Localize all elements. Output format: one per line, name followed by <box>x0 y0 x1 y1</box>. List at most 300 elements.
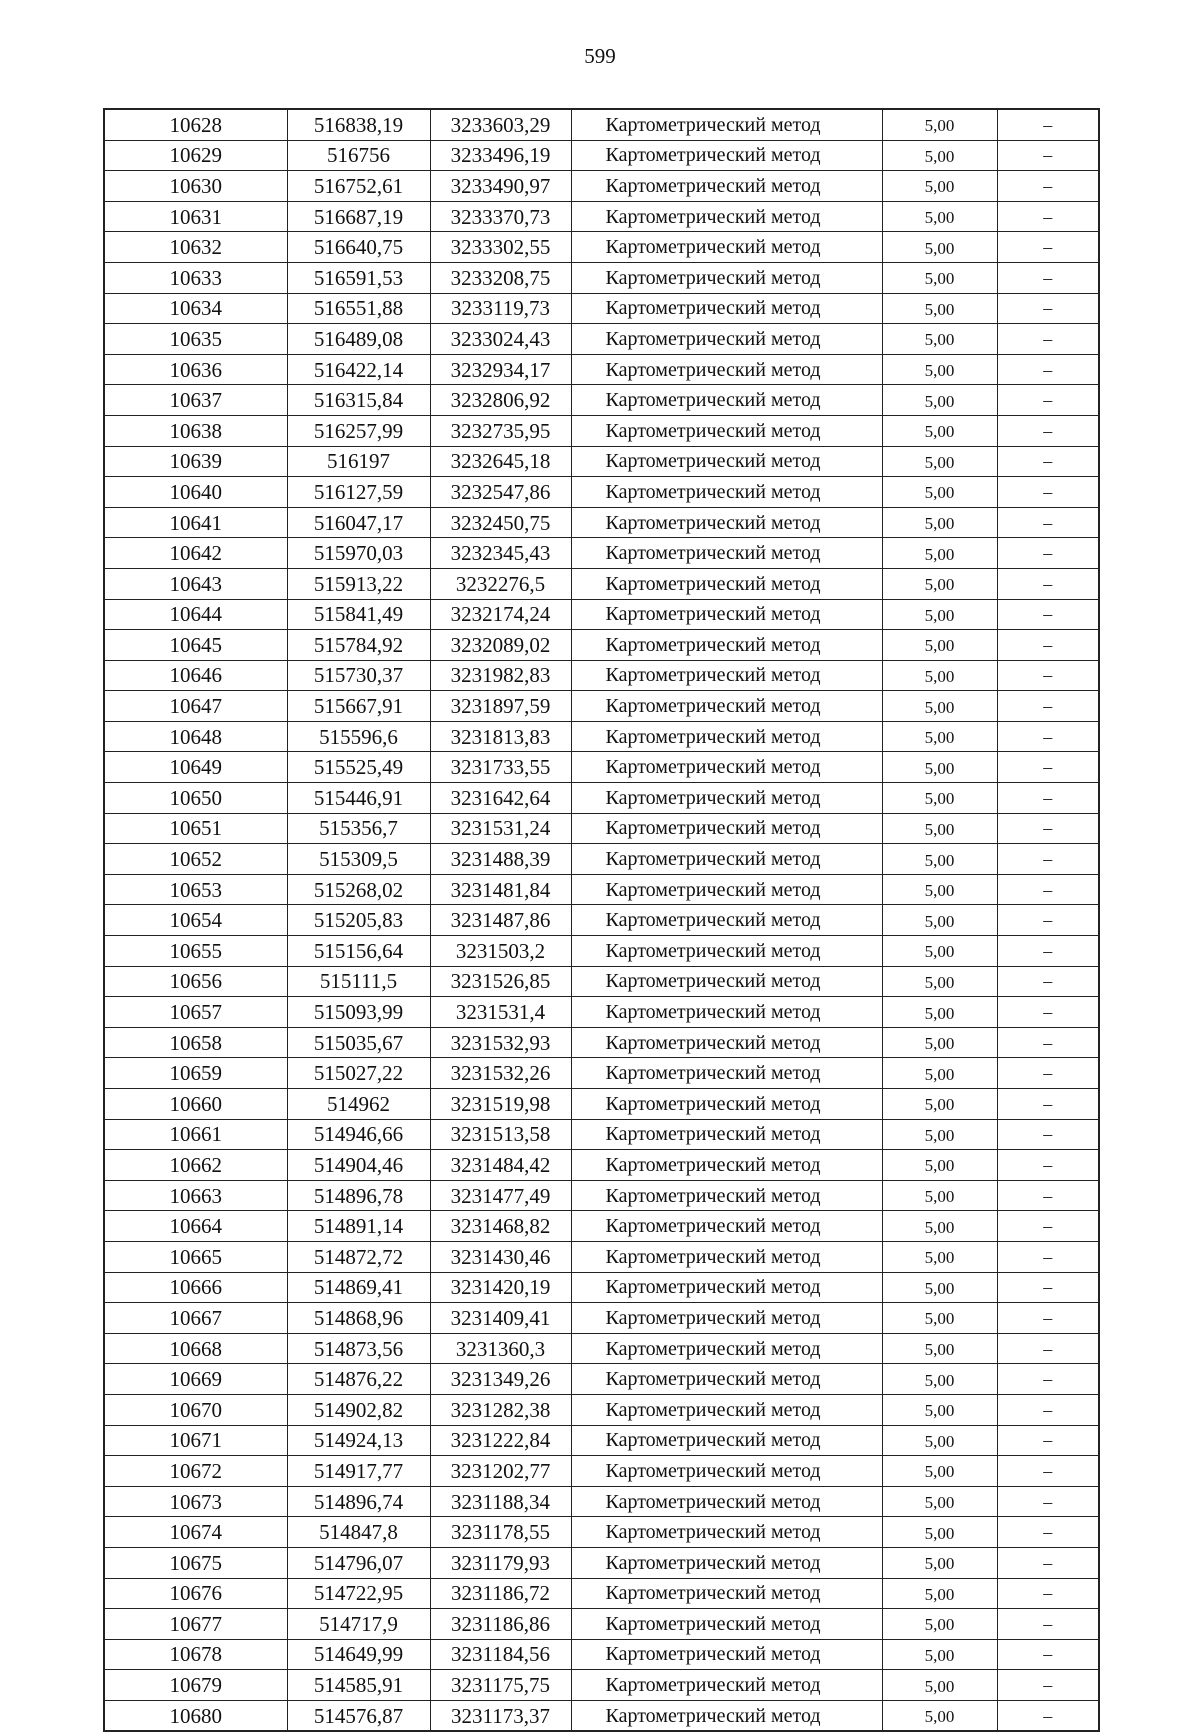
method-cell: Картометрический метод <box>571 293 882 324</box>
note-cell: – <box>997 1241 1099 1272</box>
note-cell: – <box>997 630 1099 661</box>
note-cell: – <box>997 262 1099 293</box>
x-coordinate-cell: 514873,56 <box>287 1333 430 1364</box>
point-number-cell: 10671 <box>104 1425 287 1456</box>
point-number-cell: 10631 <box>104 201 287 232</box>
table-row <box>104 1241 1099 1272</box>
method-cell: Картометрический метод <box>571 1303 882 1334</box>
x-coordinate-cell: 516687,19 <box>287 201 430 232</box>
y-coordinate-cell: 3233496,19 <box>430 140 571 171</box>
accuracy-cell: 5,00 <box>882 171 997 202</box>
table-row <box>104 721 1099 752</box>
method-cell: Картометрический метод <box>571 1027 882 1058</box>
x-coordinate-cell: 514576,87 <box>287 1700 430 1731</box>
y-coordinate-cell: 3231468,82 <box>430 1211 571 1242</box>
point-number-cell: 10644 <box>104 599 287 630</box>
point-number-cell: 10664 <box>104 1211 287 1242</box>
x-coordinate-cell: 515356,7 <box>287 813 430 844</box>
x-coordinate-cell: 515841,49 <box>287 599 430 630</box>
table-row <box>104 1058 1099 1089</box>
note-cell: – <box>997 1211 1099 1242</box>
note-cell: – <box>997 1547 1099 1578</box>
method-cell: Картометрический метод <box>571 507 882 538</box>
note-cell: – <box>997 1272 1099 1303</box>
table-row <box>104 538 1099 569</box>
y-coordinate-cell: 3233490,97 <box>430 171 571 202</box>
accuracy-cell: 5,00 <box>882 1241 997 1272</box>
x-coordinate-cell: 514904,46 <box>287 1150 430 1181</box>
point-number-cell: 10667 <box>104 1303 287 1334</box>
y-coordinate-cell: 3233208,75 <box>430 262 571 293</box>
table-row <box>104 232 1099 263</box>
point-number-cell: 10674 <box>104 1517 287 1548</box>
y-coordinate-cell: 3231179,93 <box>430 1547 571 1578</box>
note-cell: – <box>997 1578 1099 1609</box>
table-row <box>104 1456 1099 1487</box>
y-coordinate-cell: 3232450,75 <box>430 507 571 538</box>
y-coordinate-cell: 3231503,2 <box>430 936 571 967</box>
table-row <box>104 1700 1099 1731</box>
y-coordinate-cell: 3231175,75 <box>430 1670 571 1701</box>
accuracy-cell: 5,00 <box>882 997 997 1028</box>
x-coordinate-cell: 514962 <box>287 1089 430 1120</box>
accuracy-cell: 5,00 <box>882 324 997 355</box>
x-coordinate-cell: 515667,91 <box>287 691 430 722</box>
point-number-cell: 10652 <box>104 844 287 875</box>
x-coordinate-cell: 514872,72 <box>287 1241 430 1272</box>
table-row <box>104 324 1099 355</box>
y-coordinate-cell: 3231477,49 <box>430 1180 571 1211</box>
point-number-cell: 10647 <box>104 691 287 722</box>
y-coordinate-cell: 3232089,02 <box>430 630 571 661</box>
accuracy-cell: 5,00 <box>882 1670 997 1701</box>
method-cell: Картометрический метод <box>571 1609 882 1640</box>
y-coordinate-cell: 3231178,55 <box>430 1517 571 1548</box>
accuracy-cell: 5,00 <box>882 660 997 691</box>
method-cell: Картометрический метод <box>571 1211 882 1242</box>
accuracy-cell: 5,00 <box>882 783 997 814</box>
point-number-cell: 10632 <box>104 232 287 263</box>
method-cell: Картометрический метод <box>571 1180 882 1211</box>
point-number-cell: 10645 <box>104 630 287 661</box>
y-coordinate-cell: 3231897,59 <box>430 691 571 722</box>
method-cell: Картометрический метод <box>571 1241 882 1272</box>
method-cell: Картометрический метод <box>571 201 882 232</box>
x-coordinate-cell: 516640,75 <box>287 232 430 263</box>
table-row <box>104 1394 1099 1425</box>
table-row <box>104 630 1099 661</box>
point-number-cell: 10669 <box>104 1364 287 1395</box>
accuracy-cell: 5,00 <box>882 752 997 783</box>
point-number-cell: 10675 <box>104 1547 287 1578</box>
y-coordinate-cell: 3231519,98 <box>430 1089 571 1120</box>
x-coordinate-cell: 515027,22 <box>287 1058 430 1089</box>
accuracy-cell: 5,00 <box>882 1456 997 1487</box>
point-number-cell: 10639 <box>104 446 287 477</box>
y-coordinate-cell: 3231202,77 <box>430 1456 571 1487</box>
method-cell: Картометрический метод <box>571 660 882 691</box>
y-coordinate-cell: 3231430,46 <box>430 1241 571 1272</box>
x-coordinate-cell: 515730,37 <box>287 660 430 691</box>
y-coordinate-cell: 3233603,29 <box>430 109 571 140</box>
accuracy-cell: 5,00 <box>882 1211 997 1242</box>
table-row <box>104 109 1099 140</box>
accuracy-cell: 5,00 <box>882 844 997 875</box>
x-coordinate-cell: 515093,99 <box>287 997 430 1028</box>
method-cell: Картометрический метод <box>571 844 882 875</box>
table-row <box>104 1333 1099 1364</box>
note-cell: – <box>997 1119 1099 1150</box>
note-cell: – <box>997 109 1099 140</box>
point-number-cell: 10643 <box>104 568 287 599</box>
note-cell: – <box>997 691 1099 722</box>
method-cell: Картометрический метод <box>571 966 882 997</box>
note-cell: – <box>997 1609 1099 1640</box>
note-cell: – <box>997 1180 1099 1211</box>
accuracy-cell: 5,00 <box>882 293 997 324</box>
point-number-cell: 10653 <box>104 874 287 905</box>
note-cell: – <box>997 477 1099 508</box>
point-number-cell: 10672 <box>104 1456 287 1487</box>
accuracy-cell: 5,00 <box>882 905 997 936</box>
accuracy-cell: 5,00 <box>882 1425 997 1456</box>
accuracy-cell: 5,00 <box>882 1578 997 1609</box>
table-row <box>104 966 1099 997</box>
accuracy-cell: 5,00 <box>882 630 997 661</box>
accuracy-cell: 5,00 <box>882 262 997 293</box>
method-cell: Картометрический метод <box>571 783 882 814</box>
method-cell: Картометрический метод <box>571 1089 882 1120</box>
method-cell: Картометрический метод <box>571 477 882 508</box>
note-cell: – <box>997 1700 1099 1731</box>
method-cell: Картометрический метод <box>571 538 882 569</box>
method-cell: Картометрический метод <box>571 1517 882 1548</box>
point-number-cell: 10646 <box>104 660 287 691</box>
table-row <box>104 1639 1099 1670</box>
table-row <box>104 813 1099 844</box>
table-row <box>104 997 1099 1028</box>
y-coordinate-cell: 3231360,3 <box>430 1333 571 1364</box>
accuracy-cell: 5,00 <box>882 1486 997 1517</box>
note-cell: – <box>997 966 1099 997</box>
x-coordinate-cell: 516257,99 <box>287 415 430 446</box>
y-coordinate-cell: 3231487,86 <box>430 905 571 936</box>
point-number-cell: 10677 <box>104 1609 287 1640</box>
table-row <box>104 568 1099 599</box>
method-cell: Картометрический метод <box>571 905 882 936</box>
note-cell: – <box>997 783 1099 814</box>
accuracy-cell: 5,00 <box>882 721 997 752</box>
y-coordinate-cell: 3231532,26 <box>430 1058 571 1089</box>
note-cell: – <box>997 293 1099 324</box>
note-cell: – <box>997 936 1099 967</box>
point-number-cell: 10651 <box>104 813 287 844</box>
method-cell: Картометрический метод <box>571 1394 882 1425</box>
method-cell: Картометрический метод <box>571 1119 882 1150</box>
y-coordinate-cell: 3231642,64 <box>430 783 571 814</box>
accuracy-cell: 5,00 <box>882 415 997 446</box>
y-coordinate-cell: 3231481,84 <box>430 874 571 905</box>
point-number-cell: 10637 <box>104 385 287 416</box>
method-cell: Картометрический метод <box>571 874 882 905</box>
page-number: 599 <box>584 44 616 68</box>
note-cell: – <box>997 140 1099 171</box>
point-number-cell: 10654 <box>104 905 287 936</box>
accuracy-cell: 5,00 <box>882 201 997 232</box>
point-number-cell: 10680 <box>104 1700 287 1731</box>
accuracy-cell: 5,00 <box>882 1639 997 1670</box>
method-cell: Картометрический метод <box>571 324 882 355</box>
point-number-cell: 10676 <box>104 1578 287 1609</box>
note-cell: – <box>997 1639 1099 1670</box>
point-number-cell: 10666 <box>104 1272 287 1303</box>
method-cell: Картометрический метод <box>571 1547 882 1578</box>
note-cell: – <box>997 997 1099 1028</box>
table-row <box>104 1547 1099 1578</box>
accuracy-cell: 5,00 <box>882 446 997 477</box>
y-coordinate-cell: 3231484,42 <box>430 1150 571 1181</box>
table-row <box>104 752 1099 783</box>
accuracy-cell: 5,00 <box>882 1333 997 1364</box>
y-coordinate-cell: 3231184,56 <box>430 1639 571 1670</box>
x-coordinate-cell: 514796,07 <box>287 1547 430 1578</box>
x-coordinate-cell: 516591,53 <box>287 262 430 293</box>
table-row <box>104 171 1099 202</box>
point-number-cell: 10659 <box>104 1058 287 1089</box>
table-row <box>104 477 1099 508</box>
method-cell: Картометрический метод <box>571 171 882 202</box>
accuracy-cell: 5,00 <box>882 1517 997 1548</box>
point-number-cell: 10649 <box>104 752 287 783</box>
accuracy-cell: 5,00 <box>882 691 997 722</box>
accuracy-cell: 5,00 <box>882 1609 997 1640</box>
method-cell: Картометрический метод <box>571 1700 882 1731</box>
note-cell: – <box>997 385 1099 416</box>
table-row <box>104 936 1099 967</box>
method-cell: Картометрический метод <box>571 752 882 783</box>
y-coordinate-cell: 3232174,24 <box>430 599 571 630</box>
x-coordinate-cell: 514869,41 <box>287 1272 430 1303</box>
point-number-cell: 10656 <box>104 966 287 997</box>
method-cell: Картометрический метод <box>571 721 882 752</box>
x-coordinate-cell: 514649,99 <box>287 1639 430 1670</box>
x-coordinate-cell: 515268,02 <box>287 874 430 905</box>
note-cell: – <box>997 1150 1099 1181</box>
y-coordinate-cell: 3231513,58 <box>430 1119 571 1150</box>
point-number-cell: 10648 <box>104 721 287 752</box>
table-row <box>104 1670 1099 1701</box>
point-number-cell: 10640 <box>104 477 287 508</box>
method-cell: Картометрический метод <box>571 936 882 967</box>
table-row <box>104 1211 1099 1242</box>
note-cell: – <box>997 1425 1099 1456</box>
x-coordinate-cell: 516752,61 <box>287 171 430 202</box>
table-row <box>104 660 1099 691</box>
y-coordinate-cell: 3231813,83 <box>430 721 571 752</box>
note-cell: – <box>997 1089 1099 1120</box>
x-coordinate-cell: 514896,74 <box>287 1486 430 1517</box>
table-row <box>104 1364 1099 1395</box>
table-row <box>104 415 1099 446</box>
table-row <box>104 201 1099 232</box>
x-coordinate-cell: 514876,22 <box>287 1364 430 1395</box>
x-coordinate-cell: 515596,6 <box>287 721 430 752</box>
y-coordinate-cell: 3233024,43 <box>430 324 571 355</box>
note-cell: – <box>997 446 1099 477</box>
point-number-cell: 10661 <box>104 1119 287 1150</box>
x-coordinate-cell: 515156,64 <box>287 936 430 967</box>
x-coordinate-cell: 514868,96 <box>287 1303 430 1334</box>
point-number-cell: 10668 <box>104 1333 287 1364</box>
point-number-cell: 10634 <box>104 293 287 324</box>
point-number-cell: 10658 <box>104 1027 287 1058</box>
x-coordinate-cell: 514722,95 <box>287 1578 430 1609</box>
table-row <box>104 262 1099 293</box>
point-number-cell: 10673 <box>104 1486 287 1517</box>
y-coordinate-cell: 3231173,37 <box>430 1700 571 1731</box>
y-coordinate-cell: 3232934,17 <box>430 354 571 385</box>
method-cell: Картометрический метод <box>571 1150 882 1181</box>
x-coordinate-cell: 514585,91 <box>287 1670 430 1701</box>
x-coordinate-cell: 515309,5 <box>287 844 430 875</box>
y-coordinate-cell: 3231531,4 <box>430 997 571 1028</box>
accuracy-cell: 5,00 <box>882 232 997 263</box>
note-cell: – <box>997 844 1099 875</box>
method-cell: Картометрический метод <box>571 630 882 661</box>
method-cell: Картометрический метод <box>571 1425 882 1456</box>
x-coordinate-cell: 516197 <box>287 446 430 477</box>
x-coordinate-cell: 515970,03 <box>287 538 430 569</box>
y-coordinate-cell: 3232645,18 <box>430 446 571 477</box>
accuracy-cell: 5,00 <box>882 568 997 599</box>
note-cell: – <box>997 874 1099 905</box>
y-coordinate-cell: 3233370,73 <box>430 201 571 232</box>
note-cell: – <box>997 1486 1099 1517</box>
y-coordinate-cell: 3233302,55 <box>430 232 571 263</box>
table-row <box>104 354 1099 385</box>
point-number-cell: 10650 <box>104 783 287 814</box>
accuracy-cell: 5,00 <box>882 1394 997 1425</box>
method-cell: Картометрический метод <box>571 385 882 416</box>
table-row <box>104 446 1099 477</box>
method-cell: Картометрический метод <box>571 1058 882 1089</box>
note-cell: – <box>997 1058 1099 1089</box>
table-row <box>104 1609 1099 1640</box>
note-cell: – <box>997 568 1099 599</box>
method-cell: Картометрический метод <box>571 1639 882 1670</box>
note-cell: – <box>997 201 1099 232</box>
method-cell: Картометрический метод <box>571 1333 882 1364</box>
y-coordinate-cell: 3232547,86 <box>430 477 571 508</box>
x-coordinate-cell: 514891,14 <box>287 1211 430 1242</box>
x-coordinate-cell: 514917,77 <box>287 1456 430 1487</box>
method-cell: Картометрический метод <box>571 1670 882 1701</box>
x-coordinate-cell: 514717,9 <box>287 1609 430 1640</box>
method-cell: Картометрический метод <box>571 599 882 630</box>
point-number-cell: 10679 <box>104 1670 287 1701</box>
x-coordinate-cell: 515205,83 <box>287 905 430 936</box>
point-number-cell: 10628 <box>104 109 287 140</box>
y-coordinate-cell: 3231532,93 <box>430 1027 571 1058</box>
table-row <box>104 783 1099 814</box>
y-coordinate-cell: 3232735,95 <box>430 415 571 446</box>
table-row <box>104 1578 1099 1609</box>
note-cell: – <box>997 752 1099 783</box>
accuracy-cell: 5,00 <box>882 1180 997 1211</box>
method-cell: Картометрический метод <box>571 446 882 477</box>
accuracy-cell: 5,00 <box>882 1119 997 1150</box>
coordinates-table-body <box>104 109 1099 1731</box>
point-number-cell: 10665 <box>104 1241 287 1272</box>
table-row <box>104 1119 1099 1150</box>
table-row <box>104 1089 1099 1120</box>
x-coordinate-cell: 516756 <box>287 140 430 171</box>
y-coordinate-cell: 3231282,38 <box>430 1394 571 1425</box>
accuracy-cell: 5,00 <box>882 1364 997 1395</box>
y-coordinate-cell: 3231186,72 <box>430 1578 571 1609</box>
point-number-cell: 10641 <box>104 507 287 538</box>
table-row <box>104 1517 1099 1548</box>
method-cell: Картометрический метод <box>571 568 882 599</box>
note-cell: – <box>997 599 1099 630</box>
y-coordinate-cell: 3231186,86 <box>430 1609 571 1640</box>
x-coordinate-cell: 515111,5 <box>287 966 430 997</box>
accuracy-cell: 5,00 <box>882 109 997 140</box>
y-coordinate-cell: 3231420,19 <box>430 1272 571 1303</box>
table-row <box>104 1272 1099 1303</box>
y-coordinate-cell: 3231982,83 <box>430 660 571 691</box>
note-cell: – <box>997 171 1099 202</box>
point-number-cell: 10678 <box>104 1639 287 1670</box>
accuracy-cell: 5,00 <box>882 936 997 967</box>
note-cell: – <box>997 1027 1099 1058</box>
note-cell: – <box>997 324 1099 355</box>
note-cell: – <box>997 721 1099 752</box>
note-cell: – <box>997 1333 1099 1364</box>
accuracy-cell: 5,00 <box>882 140 997 171</box>
table-row <box>104 1027 1099 1058</box>
table-row <box>104 1180 1099 1211</box>
table-row <box>104 140 1099 171</box>
table-row <box>104 691 1099 722</box>
x-coordinate-cell: 516838,19 <box>287 109 430 140</box>
method-cell: Картометрический метод <box>571 691 882 722</box>
accuracy-cell: 5,00 <box>882 507 997 538</box>
accuracy-cell: 5,00 <box>882 385 997 416</box>
table-row <box>104 1303 1099 1334</box>
accuracy-cell: 5,00 <box>882 966 997 997</box>
point-number-cell: 10636 <box>104 354 287 385</box>
table-row <box>104 1425 1099 1456</box>
note-cell: – <box>997 538 1099 569</box>
table-row <box>104 905 1099 936</box>
accuracy-cell: 5,00 <box>882 1027 997 1058</box>
x-coordinate-cell: 515035,67 <box>287 1027 430 1058</box>
note-cell: – <box>997 354 1099 385</box>
method-cell: Картометрический метод <box>571 1486 882 1517</box>
method-cell: Картометрический метод <box>571 232 882 263</box>
point-number-cell: 10662 <box>104 1150 287 1181</box>
table-row <box>104 844 1099 875</box>
point-number-cell: 10635 <box>104 324 287 355</box>
method-cell: Картометрический метод <box>571 109 882 140</box>
point-number-cell: 10670 <box>104 1394 287 1425</box>
y-coordinate-cell: 3231349,26 <box>430 1364 571 1395</box>
note-cell: – <box>997 1670 1099 1701</box>
x-coordinate-cell: 516489,08 <box>287 324 430 355</box>
x-coordinate-cell: 515446,91 <box>287 783 430 814</box>
accuracy-cell: 5,00 <box>882 1089 997 1120</box>
